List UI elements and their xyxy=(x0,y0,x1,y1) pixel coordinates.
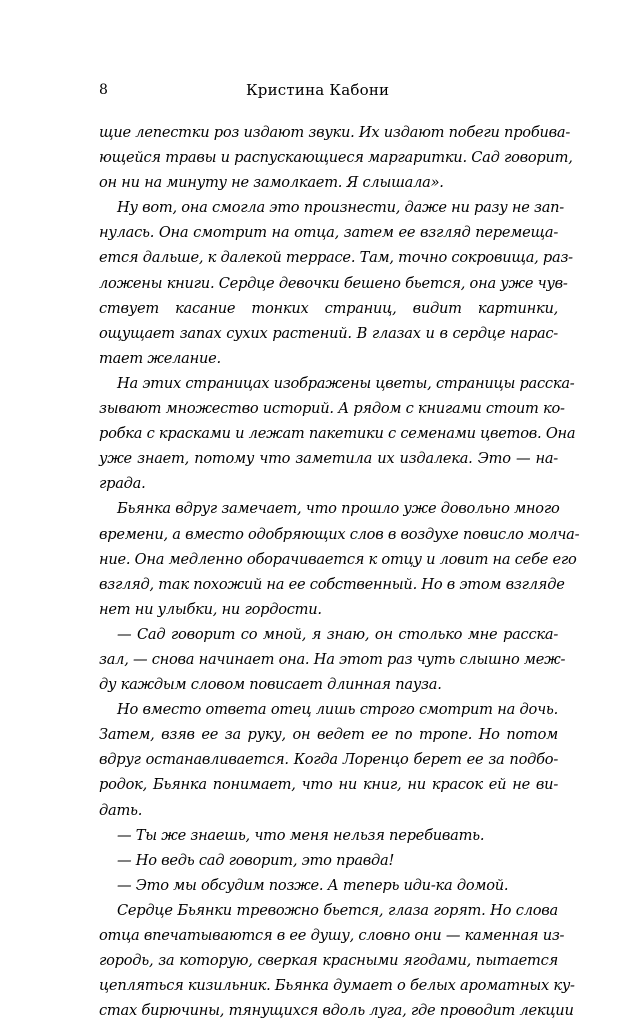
text-line: зал, — снова начинает она. На этот раз чуть слышно меж- xyxy=(99,650,566,668)
text-line: нет ни улыбки, ни гордости. xyxy=(99,600,322,618)
text-line: родок, Бьянка понимает, что ни книг, ни красок ей не ви- xyxy=(99,776,558,794)
running-head-author: Кристина Кабони xyxy=(246,81,390,99)
running-head xyxy=(0,80,619,104)
text-line: уже знает, потому что заметила их издалека. Это — на- xyxy=(99,450,558,468)
text-line: отца впечатываются в ее душу, словно они — каменная из- xyxy=(99,927,565,944)
text-line: Но вместо ответа отец лишь строго смотрит на дочь. xyxy=(117,701,558,719)
text-line: щие лепестки роз издают звуки. Их издают побеги пробива- xyxy=(99,124,571,141)
text-line: стах бирючины, тянущихся вдоль луга, где проводит лекции xyxy=(99,1002,574,1020)
page-number: 8 xyxy=(99,82,108,98)
text-line: ствует касание тонких страниц, видит картинки, xyxy=(99,299,558,317)
text-line: — Это мы обсудим позже. А теперь иди-ка домой. xyxy=(117,876,509,894)
text-line: дать. xyxy=(99,801,143,819)
text-line: Сердце Бьянки тревожно бьется, глаза горят. Но слова xyxy=(117,901,558,919)
text-line: зывают множество историй. А рядом с книгами стоит ко- xyxy=(99,400,565,418)
text-line: ющейся травы и распускающиеся маргаритки. Сад говорит, xyxy=(99,149,573,167)
text-line: Бьянка вдруг замечает, что прошло уже довольно много xyxy=(117,500,560,518)
text-line: взгляд, так похожий на ее собственный. Но в этом взгляде xyxy=(99,575,565,593)
text-line: ется дальше, к далекой террасе. Там, точно сокровища, раз- xyxy=(99,249,573,267)
text-line: городь, за которую, сверкая красными ягодами, пытается xyxy=(99,952,558,970)
text-line: — Но ведь сад говорит, это правда! xyxy=(117,851,395,869)
body-text xyxy=(99,120,580,1023)
text-line: времени, а вместо одобряющих слов в воздухе повисло молча- xyxy=(99,525,580,543)
text-line: На этих страницах изображены цветы, страницы расска- xyxy=(117,374,575,392)
text-line: Ну вот, она смогла это произнести, даже ни разу не зап- xyxy=(117,199,564,217)
text-line: нулась. Она смотрит на отца, затем ее взгляд перемеща- xyxy=(99,224,558,242)
text-line: робка с красками и лежат пакетики с семенами цветов. Она xyxy=(99,425,576,443)
text-line: тает желание. xyxy=(99,349,221,367)
text-line: цепляться кизильник. Бьянка думает о белых ароматных ку- xyxy=(99,977,575,995)
text-line: ду каждым словом повисает длинная пауза. xyxy=(99,676,442,694)
text-line: ощущает запах сухих растений. В глазах и в сердце нарас- xyxy=(99,324,558,342)
text-line: вдруг останавливается. Когда Лоренцо берет ее за подбо- xyxy=(99,751,558,769)
text-line: града. xyxy=(99,475,146,493)
text-line: — Ты же знаешь, что меня нельзя перебивать. xyxy=(117,826,485,844)
text-line: ние. Она медленно оборачивается к отцу и ловит на себе его xyxy=(99,550,577,568)
text-line: — Сад говорит со мной, я знаю, он столько мне расска- xyxy=(117,625,558,643)
text-line: ложены книги. Сердце девочки бешено бьется, она уже чув- xyxy=(99,274,568,292)
text-line: он ни на минуту не замолкает. Я слышала». xyxy=(99,174,444,192)
text-line: Затем, взяв ее за руку, он ведет ее по тропе. Но потом xyxy=(99,726,558,744)
